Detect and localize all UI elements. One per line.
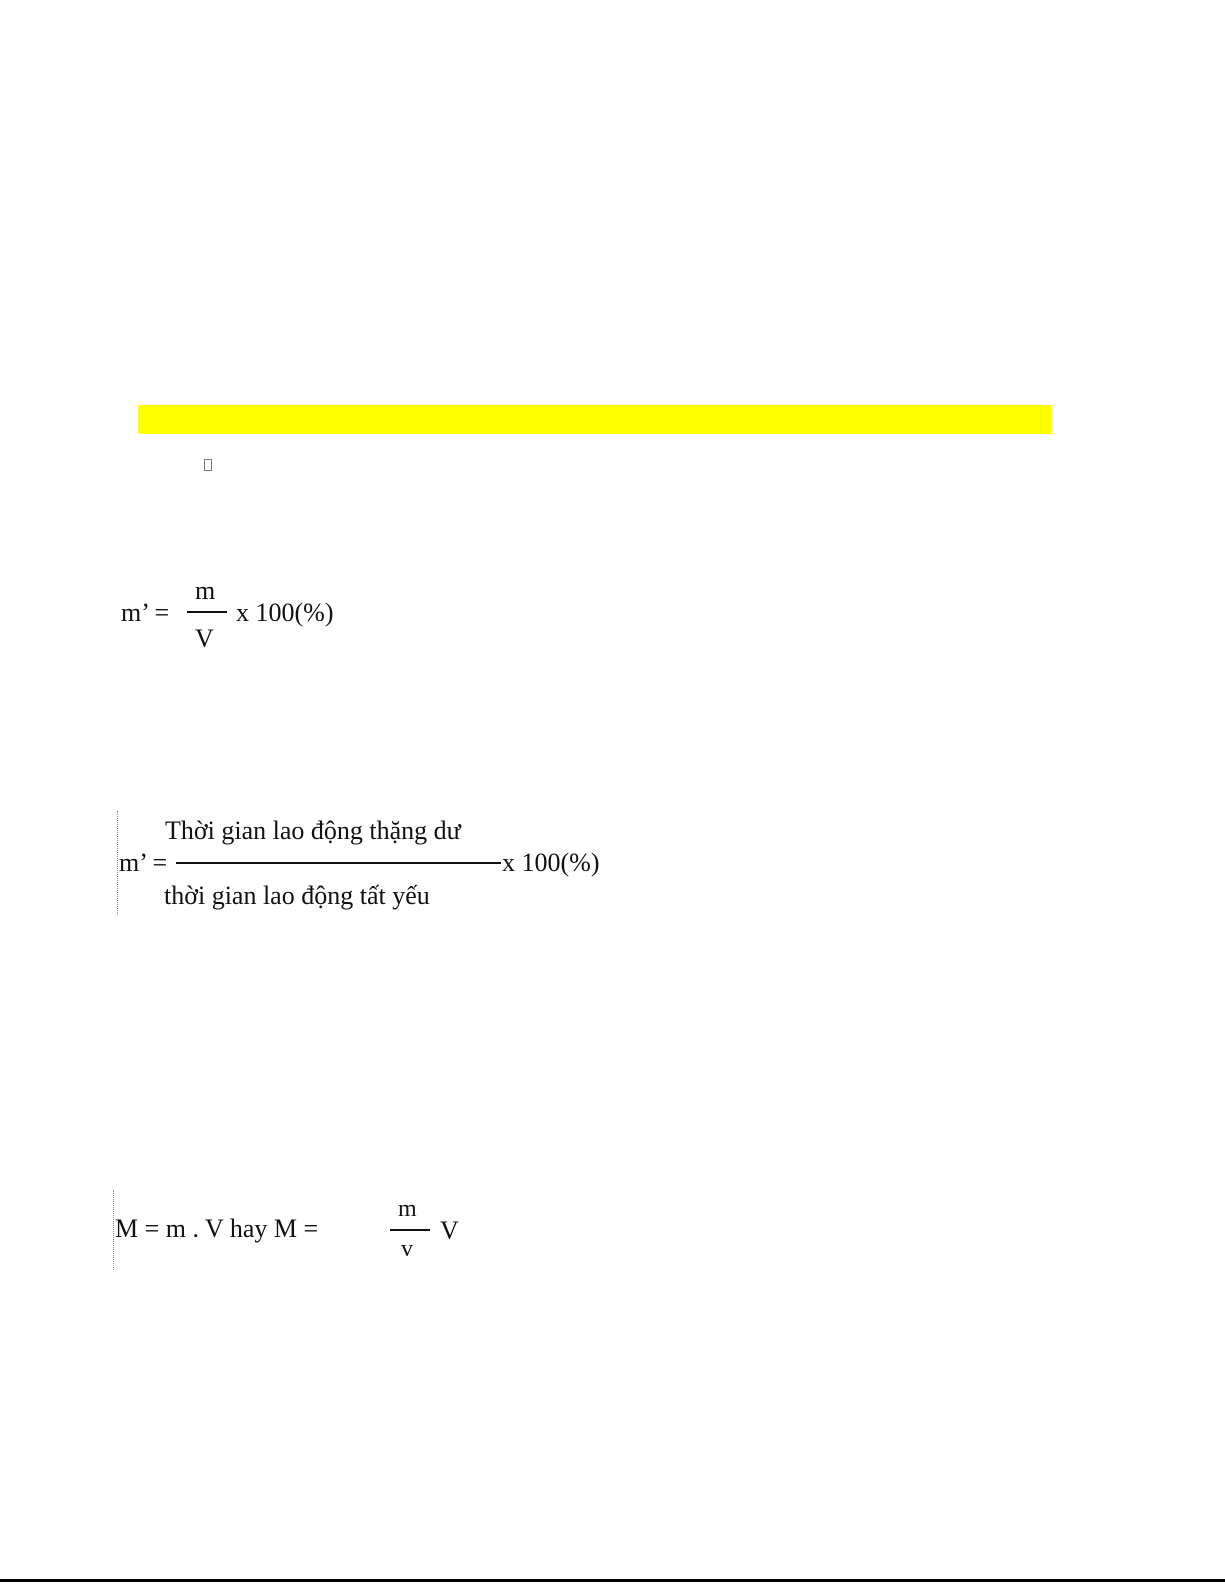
object-frame-edge [117, 811, 118, 915]
highlight-bar [138, 405, 1051, 434]
formula-numerator: Thời gian lao động thặng dư [165, 816, 461, 845]
formula-denominator: v [401, 1236, 413, 1262]
fraction-bar [176, 862, 501, 864]
formula-text: M = m . V hay M = [115, 1214, 319, 1243]
object-frame-edge [113, 1190, 114, 1270]
formula-numerator: m [195, 576, 216, 605]
formula-rhs: x 100(%) [236, 598, 334, 627]
formula-denominator: thời gian lao động tất yếu [164, 881, 430, 910]
formula-suffix: V [440, 1216, 459, 1245]
formula-denominator: V [195, 624, 214, 653]
page-bottom-rule [0, 1579, 1225, 1582]
formula-lhs: m’ = [119, 848, 168, 877]
fraction-bar [187, 611, 227, 613]
empty-box-icon [204, 459, 212, 471]
formula-numerator: m [398, 1196, 417, 1222]
formula-rhs: x 100(%) [502, 848, 600, 877]
fraction-bar [390, 1229, 430, 1231]
formula-lhs: m’ = [121, 598, 170, 627]
